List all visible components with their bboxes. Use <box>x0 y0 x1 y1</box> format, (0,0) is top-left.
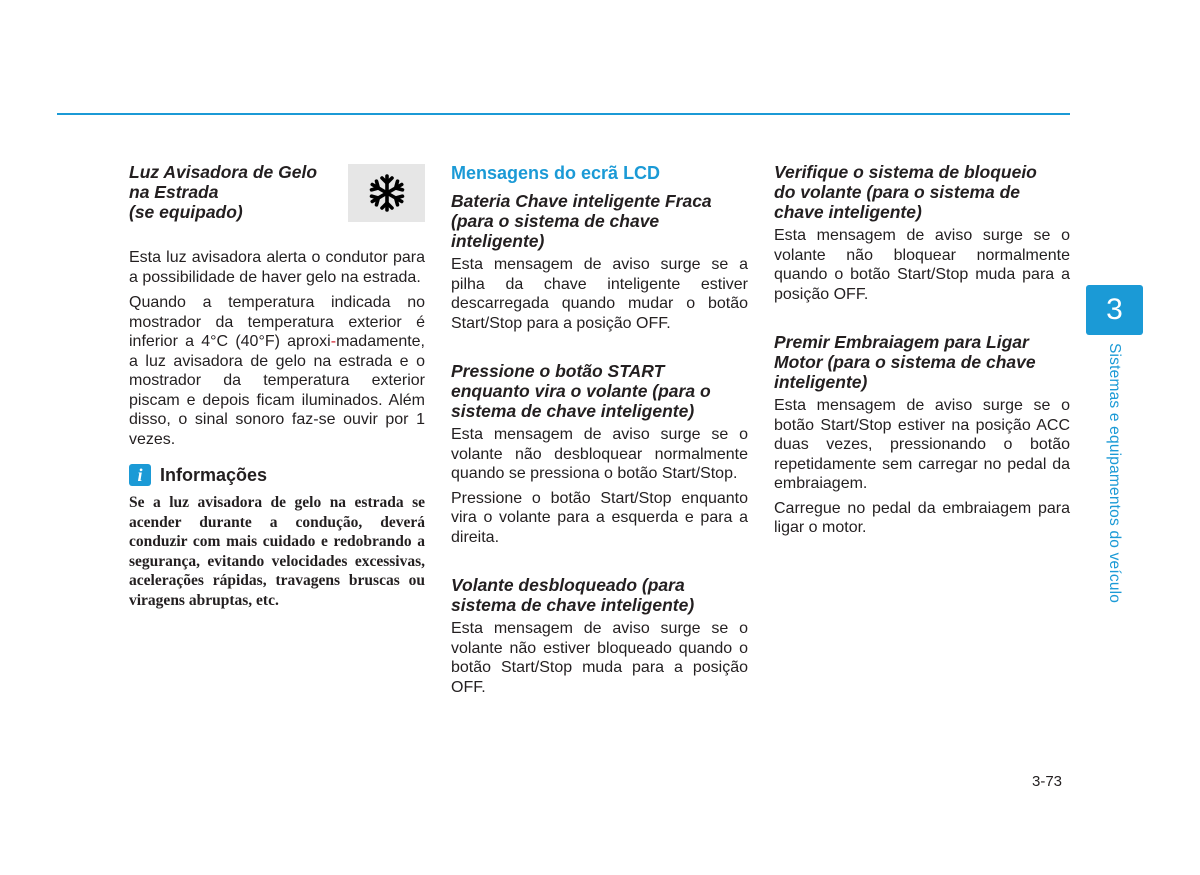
top-rule <box>57 113 1070 115</box>
message-title-battery: Bateria Chave inteligente Fraca (para o sistema de chave inteligente) <box>451 191 712 251</box>
column-1 <box>129 162 425 610</box>
message-text-battery: Esta mensagem de aviso surge se a pilha da chave inteligente estiver descarregada quando mudar o botão Start/Stop para a posição OFF. <box>451 256 748 332</box>
message-title-press-start: Pressione o botão START enquanto vira o volante (para o sistema de chave inteligente) <box>451 361 711 421</box>
warning-paragraph-1: Esta luz avisadora alerta o condutor para a possibilidade de haver gelo na estrada. <box>129 249 425 286</box>
section-title: Mensagens do ecrã LCD <box>451 163 661 183</box>
message-title-clutch: Premir Embraiagem para Ligar Motor (para o sistema de chave inteligente) <box>774 332 1036 392</box>
snowflake-icon <box>348 164 425 222</box>
info-text: Se a luz avisadora de gelo na estrada se acender durante a condução, deverá conduzir com mais cuidado e redobrando a segurança, evitando velocidades excessivas, acelerações rápidas, travagens bruscas ou viragens abruptas, etc. <box>129 494 425 609</box>
page-number: 3-73 <box>1032 773 1063 790</box>
message-title-steering-unlocked: Volante desbloqueado (para sistema de chave inteligente) <box>451 575 695 615</box>
info-heading <box>129 463 425 487</box>
message-text-clutch-2: Carregue no pedal da embraiagem para ligar o motor. <box>774 499 1070 536</box>
column-3 <box>774 162 1070 538</box>
message-text-check-lock: Esta mensagem de aviso surge se o volante não bloquear normalmente quando o botão Start/Stop muda para a posição OFF. <box>774 227 1070 303</box>
chapter-tab: 3 <box>1086 285 1143 335</box>
info-title: Informações <box>160 464 268 485</box>
message-text-press-start-2: Pressione o botão Start/Stop enquanto vira o volante para a esquerda e para a direita. <box>451 489 748 546</box>
message-text-press-start-1: Esta mensagem de aviso surge se o volante não desbloquear normalmente quando se pressiona o botão Start/Stop. <box>451 426 748 482</box>
warning-paragraph-2: Quando a temperatura indicada no mostrador da temperatura exterior é inferior a 4°C (40°F) aproxi-madamente, a luz avisadora de gelo na estrada e o mostrador da temperatura exterior piscam e depois ficam iluminados. Além disso, o sinal sonoro faz-se ouvir por 1 vezes. <box>129 294 425 448</box>
message-title-check-lock: Verifique o sistema de bloqueio do volante (para o sistema de chave inteligente) <box>774 162 1037 222</box>
message-text-steering-unlocked: Esta mensagem de aviso surge se o volante não estiver bloqueado quando o botão Start/Stop muda para a posição OFF. <box>451 620 748 696</box>
warning-title: Luz Avisadora de Gelo na Estrada (se equipado) <box>129 162 318 222</box>
info-icon: i <box>129 464 151 486</box>
chapter-title: Sistemas e equipamentos do veículo <box>1106 343 1123 604</box>
message-text-clutch-1: Esta mensagem de aviso surge se o botão Start/Stop estiver na posição ACC duas vezes, pressionando o botão repetidamente sem carregar no pedal da embraiagem. <box>774 397 1070 492</box>
warning-heading <box>129 162 425 248</box>
column-2 <box>451 162 748 697</box>
